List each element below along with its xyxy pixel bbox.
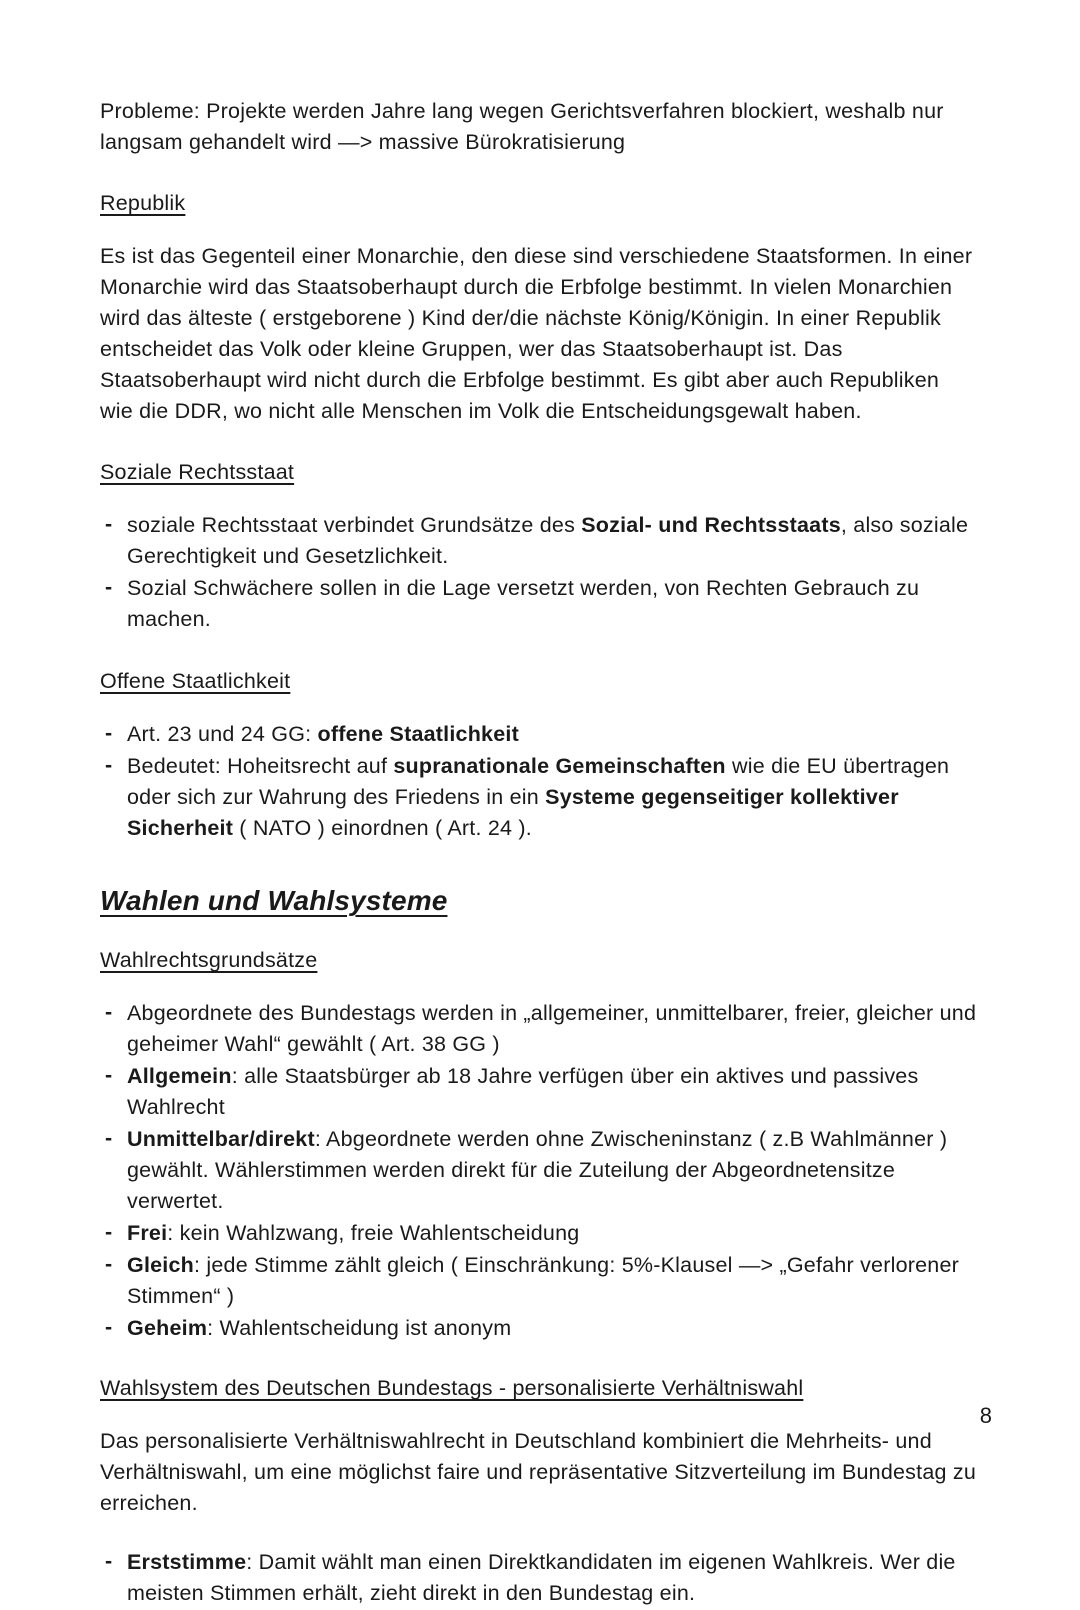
republik-heading-wrap [100, 188, 978, 219]
list-item-lead: Sozial Schwächere sollen in die Lage versetzt werden, von Rechten Gebrauch zu machen. [127, 576, 920, 631]
list-item-lead: Bedeutet: Hoheitsrecht auf [127, 754, 394, 778]
list-item [100, 998, 978, 1060]
list-item [100, 510, 978, 572]
bullet-dash-icon: - [105, 1000, 113, 1024]
spacer [100, 636, 978, 666]
page-number: 8 [979, 1403, 992, 1428]
list-item-text: : kein Wahlzwang, freie Wahlentscheidung [167, 1221, 580, 1245]
wahlsystem-heading-wrap [100, 1373, 978, 1404]
offene-staatlichkeit-list [100, 719, 978, 844]
page-content [100, 96, 978, 1610]
wahlen-major-heading-wrap [100, 883, 978, 919]
bullet-dash-icon: - [105, 1126, 113, 1150]
probleme-paragraph: Probleme: Projekte werden Jahre lang wegen Gerichtsverfahren blockiert, weshalb nur langsam gehandelt wird —> massive Bürokratisierung [100, 99, 944, 154]
bullet-dash-icon: - [105, 753, 113, 777]
list-item [100, 573, 978, 635]
list-item-text: : Abgeordnete werden ohne Zwischeninstanz ( z.B Wahlmänner ) gewählt. Wählerstimmen werden direkt für die Zuteilung der Abgeordnetensitze verwertet. [127, 1127, 948, 1213]
list-item-bold: Unmittelbar/direkt [127, 1127, 315, 1151]
list-item-bold: Erststimme [127, 1550, 247, 1574]
wahlrechtsgrundsaetze-list [100, 998, 978, 1344]
list-item-mid: wie die EU übertragen oder sich zur Wahrung des Friedens in ein [127, 754, 950, 809]
spacer [100, 427, 978, 457]
heading-wahlen-und-wahlsysteme: Wahlen und Wahlsysteme [100, 885, 448, 916]
offene-staatlichkeit-heading-wrap [100, 666, 978, 697]
list-item-tail: , also soziale Gerechtigkeit und Gesetzlichkeit. [127, 513, 969, 568]
bullet-dash-icon: - [105, 1063, 113, 1087]
list-item-bold: supranationale Gemeinschaften [393, 754, 726, 778]
republik-paragraph: Es ist das Gegenteil einer Monarchie, den diese sind verschiedene Staatsformen. In einer Monarchie wird das Staatsoberhaupt durch die Erbfolge bestimmt. In vielen Monarchien wird das älteste ( erstgeborene ) Kind der/die nächste König/Königin. In einer Republik entscheidet das Volk oder kleine Gruppen, wer das Staatsoberhaupt ist. Das Staatsoberhaupt wird nicht durch die Erbfolge bestimmt. Es gibt aber auch Republiken wie die DDR, wo nicht alle Menschen im Volk die Entscheidungsgewalt haben. [100, 244, 973, 423]
list-item [100, 1313, 978, 1344]
wahlsystem-list [100, 1547, 978, 1609]
list-item-text: Abgeordnete des Bundestags werden in „allgemeiner, unmittelbarer, freier, gleicher und geheimer Wahl“ gewählt ( Art. 38 GG ) [127, 1001, 977, 1056]
list-item-bold: offene Staatlichkeit [317, 722, 519, 746]
spacer [100, 976, 978, 998]
bullet-dash-icon: - [105, 512, 113, 536]
wahlsystem-paragraph: Das personalisierte Verhältniswahlrecht in Deutschland kombiniert die Mehrheits- und Verhältniswahl, um eine möglichst faire und repräsentative Sitzverteilung im Bundestag zu erreichen. [100, 1429, 977, 1515]
bullet-dash-icon: - [105, 1549, 113, 1573]
list-item-text: : Damit wählt man einen Direktkandidaten im eigenen Wahlkreis. Wer die meisten Stimmen erhält, zieht direkt in den Bundestag ein. [127, 1550, 956, 1605]
heading-wahlsystem-bundestag: Wahlsystem des Deutschen Bundestags - personalisierte Verhältniswahl [100, 1376, 804, 1400]
heading-offene-staatlichkeit: Offene Staatlichkeit [100, 669, 291, 693]
spacer [100, 158, 978, 188]
list-item-lead: soziale Rechtsstaat verbindet Grundsätze des [127, 513, 582, 537]
list-item-text: : Wahlentscheidung ist anonym [207, 1316, 512, 1340]
spacer [100, 219, 978, 241]
list-item [100, 1547, 978, 1609]
soziale-rechtsstaat-list [100, 510, 978, 635]
list-item-bold: Gleich [127, 1253, 195, 1277]
bullet-dash-icon: - [105, 1252, 113, 1276]
bullet-dash-icon: - [105, 1220, 113, 1244]
bullet-dash-icon: - [105, 1315, 113, 1339]
list-item [100, 1250, 978, 1312]
spacer [100, 1345, 978, 1373]
spacer [100, 919, 978, 945]
list-item [100, 719, 978, 750]
spacer [100, 845, 978, 883]
heading-soziale-rechtsstaat: Soziale Rechtsstaat [100, 460, 295, 484]
list-item-tail: ( NATO ) einordnen ( Art. 24 ). [233, 816, 532, 840]
list-item [100, 1061, 978, 1123]
heading-republik: Republik [100, 191, 186, 215]
wahlrechtsgrundsaetze-heading-wrap [100, 945, 978, 976]
list-item-bold: Geheim [127, 1316, 208, 1340]
heading-wahlrechtsgrundsaetze: Wahlrechtsgrundsätze [100, 948, 318, 972]
list-item-bold: Sozial- und Rechtsstaats [581, 513, 841, 537]
list-item-text: : alle Staatsbürger ab 18 Jahre verfügen über ein aktives und passives Wahlrecht [127, 1064, 919, 1119]
spacer [100, 1404, 978, 1426]
spacer [100, 488, 978, 510]
spacer [100, 1519, 978, 1547]
list-item-text: : jede Stimme zählt gleich ( Einschränkung: 5%-Klausel —> „Gefahr verlorener Stimmen“ ) [127, 1253, 960, 1308]
list-item-bold: Allgemein [127, 1064, 232, 1088]
bullet-dash-icon: - [105, 721, 113, 745]
bullet-dash-icon: - [105, 575, 113, 599]
list-item [100, 1218, 978, 1249]
list-item [100, 1124, 978, 1217]
spacer [100, 697, 978, 719]
list-item-lead: Art. 23 und 24 GG: [127, 722, 318, 746]
list-item-bold-2: Systeme gegenseitiger kollektiver Sicherheit [127, 785, 899, 840]
list-item-bold: Frei [127, 1221, 168, 1245]
soziale-rechtsstaat-heading-wrap [100, 457, 978, 488]
list-item [100, 751, 978, 844]
